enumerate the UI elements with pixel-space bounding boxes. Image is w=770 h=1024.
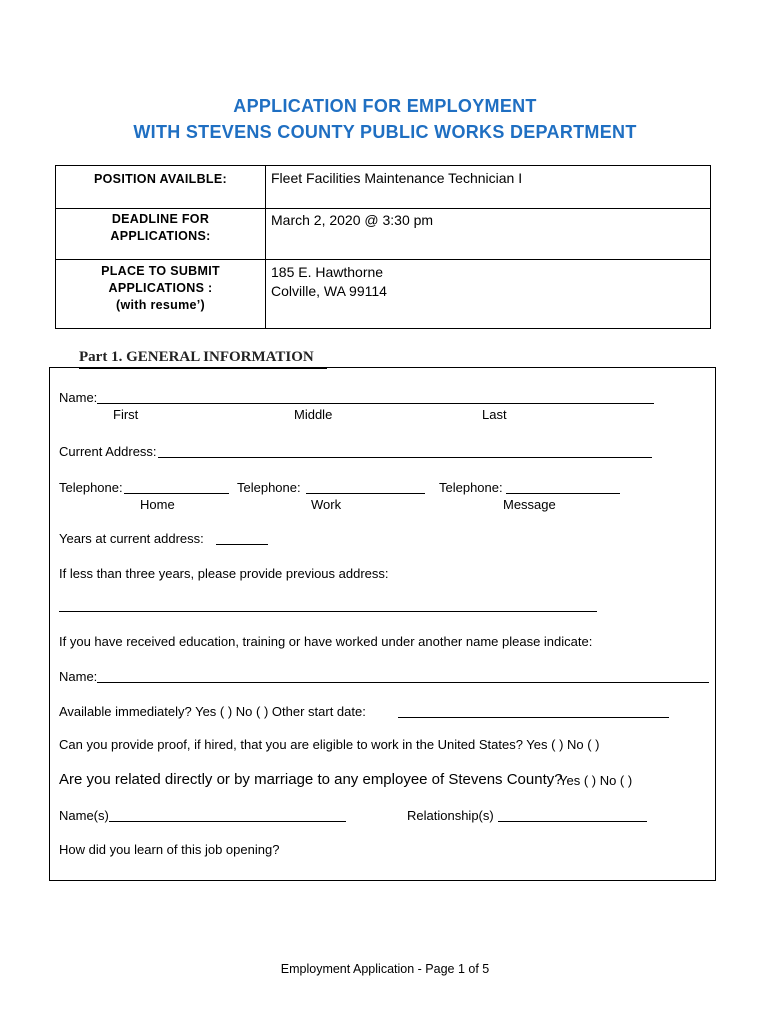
related-names-label: Name(s) (59, 808, 109, 823)
other-start-date-input-line[interactable] (398, 717, 669, 718)
other-name-input-line[interactable] (97, 682, 709, 683)
current-address-input-line[interactable] (158, 457, 652, 458)
table-row-divider (56, 208, 710, 209)
related-employee-options[interactable]: Yes ( ) No ( ) (559, 773, 633, 788)
telephone-message-input-line[interactable] (506, 493, 620, 494)
previous-address-input-line[interactable] (59, 611, 597, 612)
place-value-1: 185 E. Hawthorne (271, 264, 384, 280)
work-eligibility-question: Can you provide proof, if hired, that you are eligible to work in the United States? Yes ( ) No ( ) (59, 737, 600, 752)
current-address-label: Current Address: (59, 444, 157, 459)
position-info-table (55, 165, 711, 329)
place-value-2: Colville, WA 99114 (271, 283, 387, 299)
related-employee-question: Are you related directly or by marriage to any employee of Stevens County? (59, 771, 563, 788)
previous-address-label: If less than three years, please provide previous address: (59, 566, 389, 581)
name-first-caption: First (113, 407, 139, 422)
telephone-home-input-line[interactable] (124, 493, 229, 494)
name-input-line[interactable] (97, 403, 654, 404)
position-value: Fleet Facilities Maintenance Technician I (271, 170, 523, 186)
other-name-label: Name: (59, 669, 98, 684)
deadline-value: March 2, 2020 @ 3:30 pm (271, 212, 434, 228)
deadline-label-1: DEADLINE FOR (111, 212, 210, 226)
years-at-address-input-line[interactable] (216, 544, 268, 545)
relationship-input-line[interactable] (498, 821, 647, 822)
available-immediately-question: Available immediately? Yes ( ) No ( ) Other start date: (59, 704, 366, 719)
telephone-home-label: Telephone: (59, 480, 123, 495)
place-label-2: APPLICATIONS : (108, 281, 213, 295)
telephone-work-caption: Work (311, 497, 342, 512)
page-footer: Employment Application - Page 1 of 5 (280, 962, 490, 976)
name-last-caption: Last (482, 407, 507, 422)
part1-heading: Part 1. GENERAL INFORMATION (79, 349, 314, 365)
place-label-1: PLACE TO SUBMIT (101, 264, 220, 278)
deadline-label-2: APPLICATIONS: (110, 229, 211, 243)
other-name-instruction: If you have received education, training or have worked under another name please indicate: (59, 634, 593, 649)
telephone-message-label: Telephone: (439, 480, 503, 495)
telephone-home-caption: Home (140, 497, 175, 512)
position-label: POSITION AVAILBLE: (94, 172, 227, 186)
name-middle-caption: Middle (294, 407, 333, 422)
telephone-work-input-line[interactable] (306, 493, 425, 494)
title-line-2: WITH STEVENS COUNTY PUBLIC WORKS DEPARTMENT (133, 122, 637, 142)
place-label-3: (with resume’) (116, 298, 205, 312)
name-label: Name: (59, 390, 98, 405)
title-line-1: APPLICATION FOR EMPLOYMENT (233, 96, 537, 116)
table-column-divider (265, 166, 266, 328)
years-at-address-label: Years at current address: (59, 531, 204, 546)
related-names-input-line[interactable] (109, 821, 346, 822)
table-row-divider (56, 259, 710, 260)
telephone-message-caption: Message (503, 497, 556, 512)
job-source-question: How did you learn of this job opening? (59, 842, 280, 857)
telephone-work-label: Telephone: (237, 480, 301, 495)
relationship-label: Relationship(s) (407, 808, 494, 823)
